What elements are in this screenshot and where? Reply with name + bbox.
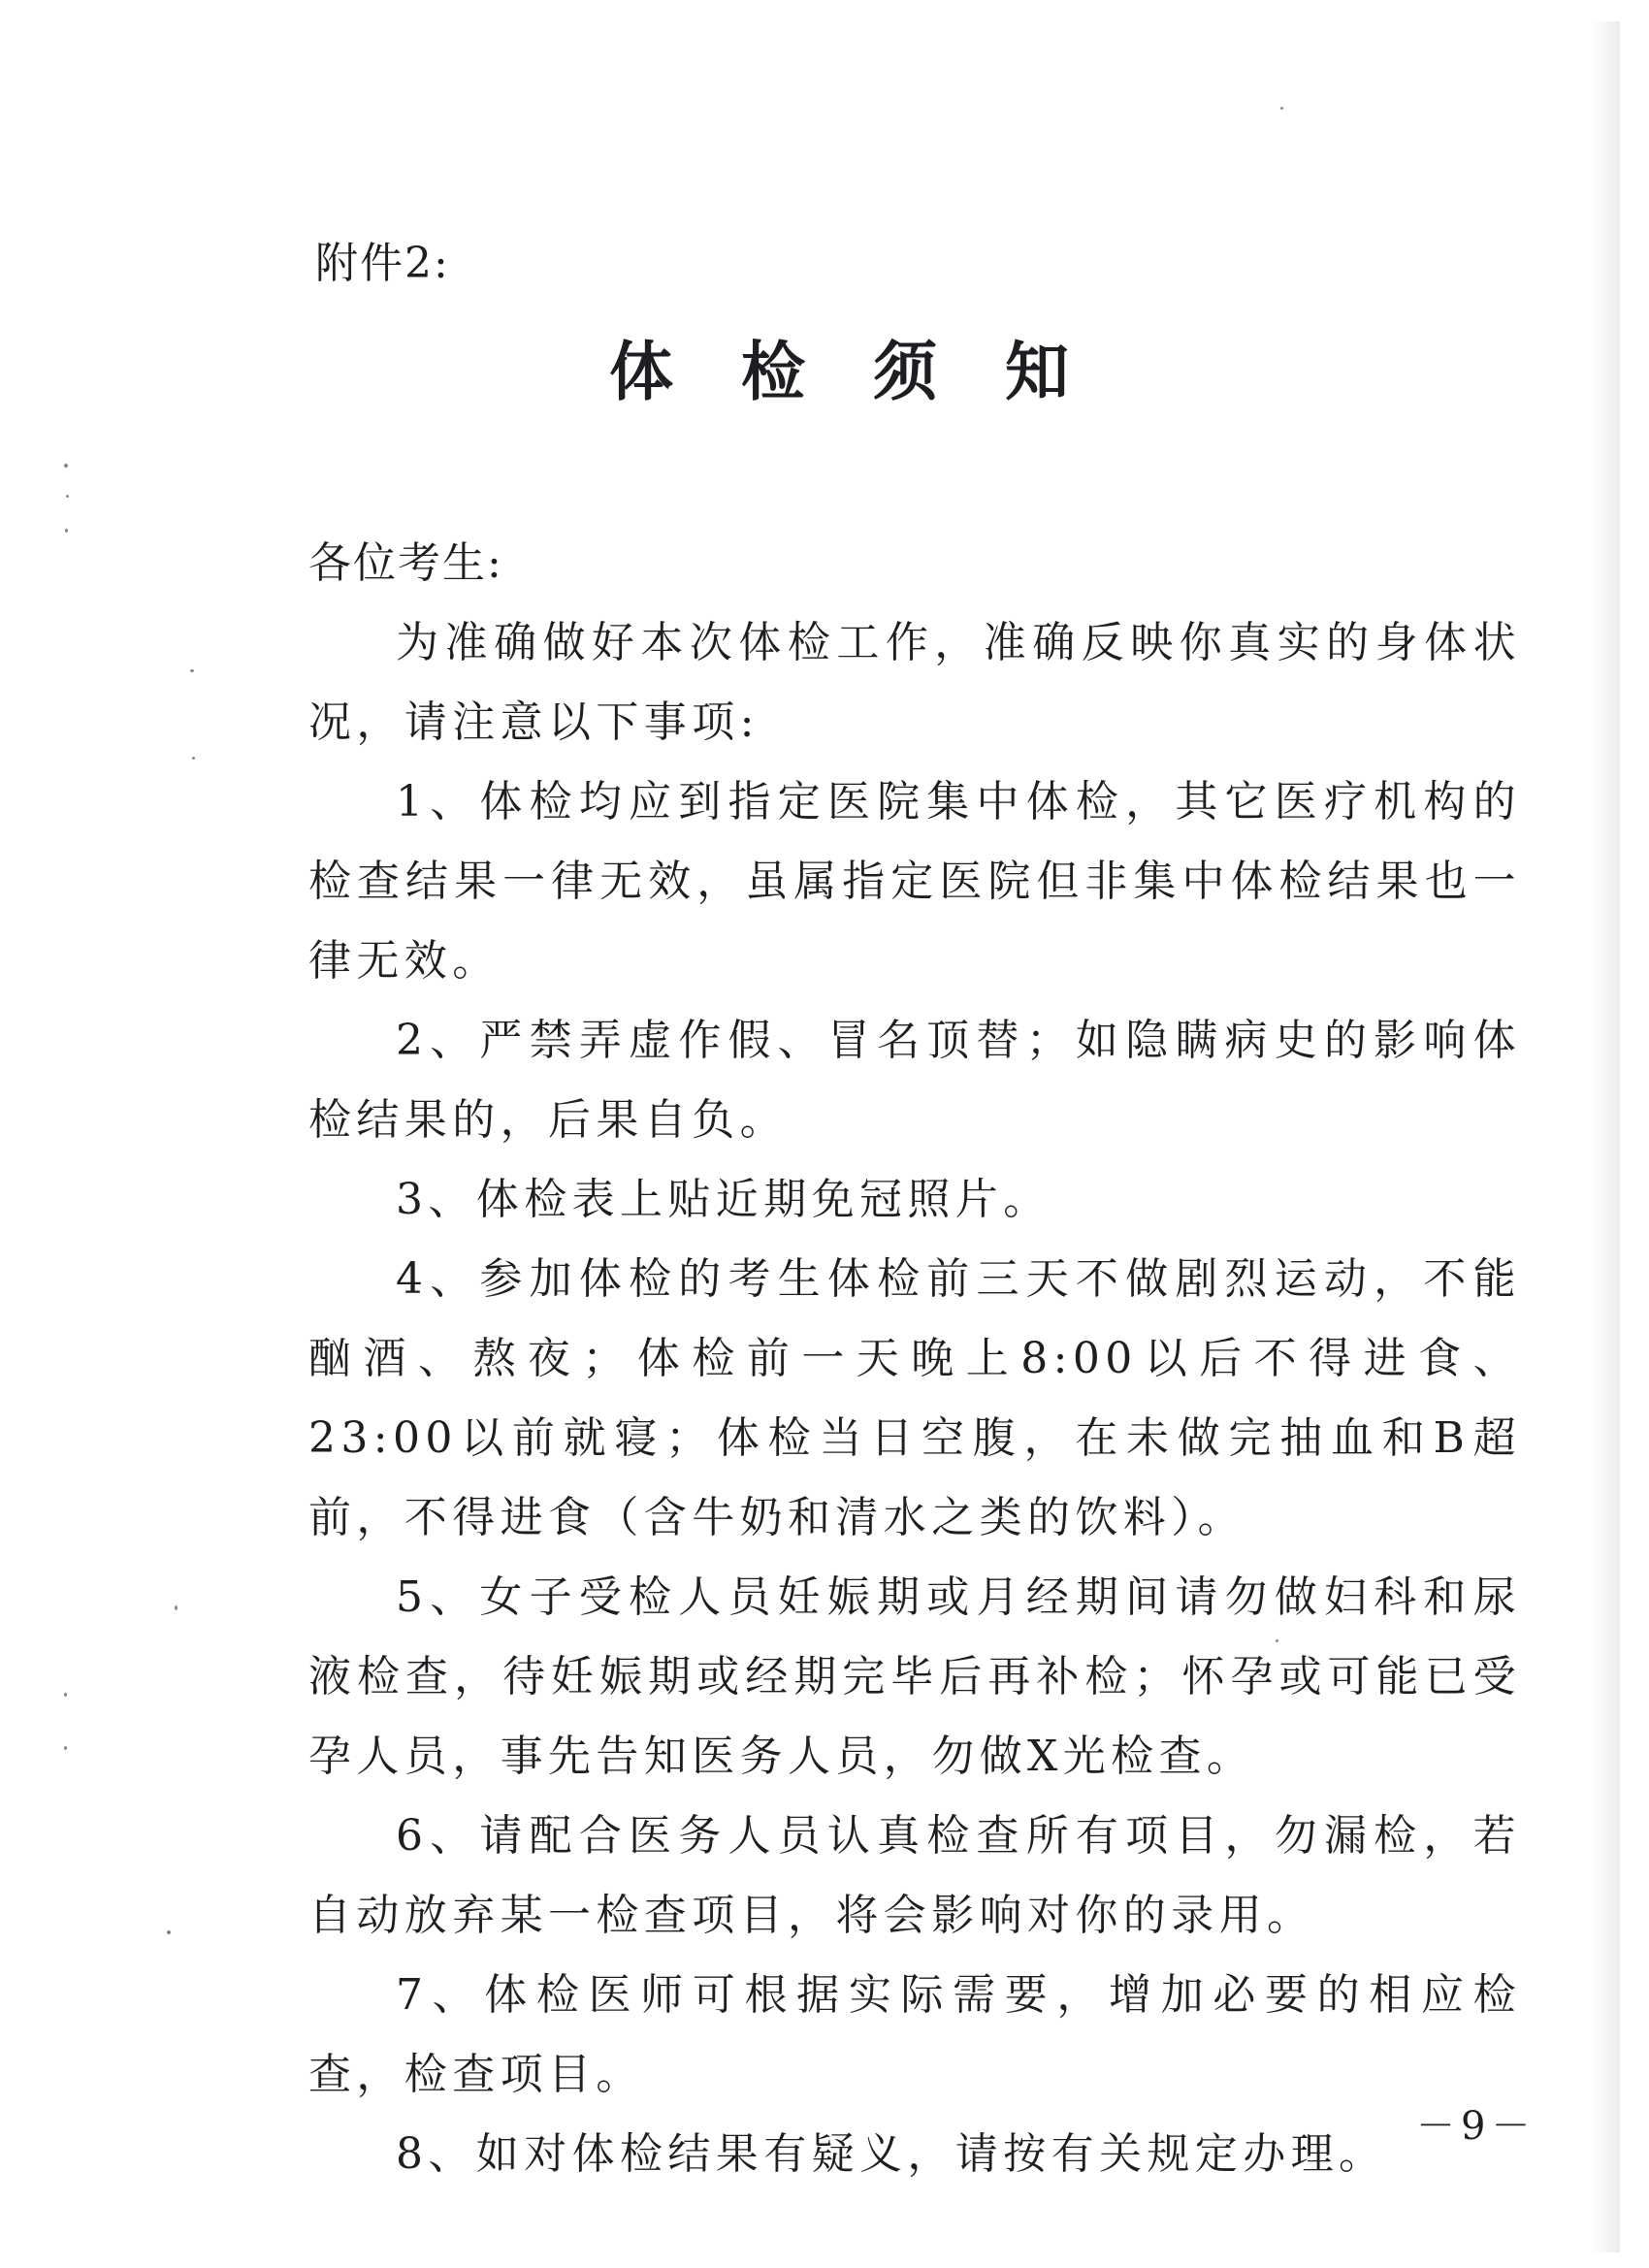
salutation: 各位考生: (308, 538, 503, 588)
scan-speck (1276, 1639, 1278, 1642)
notice-item-5: 5、女子受检人员妊娠期或月经期间请勿做妇科和尿液检查，待妊娠期或经期完毕后再补检；怀孕或可能已受孕人员，事先告知医务人员，勿做X光检查。 (308, 1572, 1521, 1781)
scan-speck (66, 495, 69, 498)
scan-speck (1280, 107, 1283, 110)
attachment-label: 附件2: (315, 239, 450, 288)
notice-item-4: 4、参加体检的考生体检前三天不做剧烈运动，不能酗酒、熬夜；体检前一天晚上8:00以后不得进食、23:00以前就寝；体检当日空腹，在未做完抽血和B超前，不得进食（含牛奶和清水之类的饮料）。 (308, 1254, 1521, 1542)
scan-speck (175, 1605, 178, 1610)
page-number: －9－ (1416, 2104, 1536, 2149)
document-title: 体检须知 (609, 335, 1137, 409)
intro-paragraph: 为准确做好本次体检工作，准确反映你真实的身体状况，请注意以下事项: (308, 618, 1521, 747)
scan-speck (192, 757, 195, 760)
notice-item-1: 1、体检均应到指定医院集中体检，其它医疗机构的检查结果一律无效，虽属指定医院但非集中体检结果也一律无效。 (308, 777, 1521, 986)
scan-speck (190, 669, 194, 672)
notice-item-2: 2、严禁弄虚作假、冒名顶替；如隐瞒病史的影响体检结果的，后果自负。 (308, 1016, 1521, 1145)
scan-speck (64, 1693, 67, 1697)
scan-speck (167, 1930, 171, 1934)
notice-item-3: 3、体检表上贴近期免冠照片。 (396, 1175, 1051, 1224)
notice-item-7: 7、体检医师可根据实际需要，增加必要的相应检查，检查项目。 (308, 1970, 1521, 2099)
notice-item-8: 8、如对体检结果有疑义，请按有关规定办理。 (396, 2129, 1387, 2179)
scan-speck (65, 529, 68, 533)
scan-speck (64, 464, 68, 468)
scan-speck (64, 1746, 67, 1750)
document-body (308, 524, 1521, 2194)
notice-item-6: 6、请配合医务人员认真检查所有项目，勿漏检，若自动放弃某一检查项目，将会影响对你的录用。 (308, 1811, 1521, 1940)
